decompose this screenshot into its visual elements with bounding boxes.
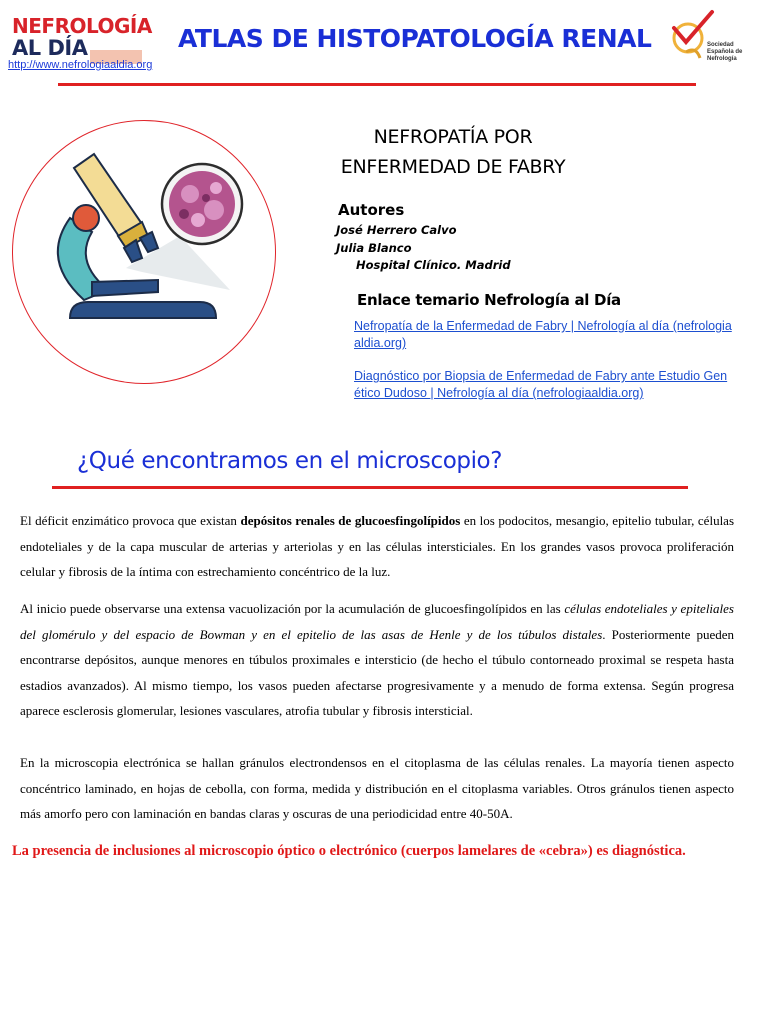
paragraph-vacuolization: Al inicio puede observarse una extensa vacuolización por la acumulación de glucoesfingolípidos en las células endoteliales y epiteliales del glomérulo y del espacio de Bowman y en el epitelio de las asas de Henle y de los túbulos distales. Posteriormente pueden encontrarse depósitos, aunque menores en túbulos proximales e intersticio (de hecho el túbulo contorneado proximal se respeta hasta estadios avanzados). Al mismo tiempo, los vasos pueden afectarse progresivamente y a menudo de forma extensa. Según progresa aparece esclerosis glomerular, lesiones vasculares, atrofia tubular y fibrosis intersticial. [20, 601, 735, 718]
site-url-link[interactable]: http://www.nefrologiaaldia.org [8, 59, 153, 71]
author-name: José Herrero Calvo [336, 223, 457, 237]
sen-logo-text: Sociedad Española de Nefrología [707, 42, 743, 62]
logo-text-line1: NEFROLOGÍA [12, 14, 152, 38]
related-link-fabry-nephropathy[interactable]: Nefropatía de la Enfermedad de Fabry | Nefrología al día (nefrologiaaldia.org) [354, 319, 732, 350]
related-link-fabry-biopsy[interactable]: Diagnóstico por Biopsia de Enfermedad de Fabry ante Estudio Genético Dudoso | Nefrología al día (nefrologiaaldia.org) [354, 369, 728, 400]
section-divider [52, 486, 688, 489]
author-institution: Hospital Clínico. Madrid [356, 258, 511, 272]
authors-heading: Autores [338, 201, 405, 219]
article-title: NEFROPATÍA POR ENFERMEDAD DE FABRY [340, 126, 566, 178]
paragraph-electron-microscopy: En la microscopia electrónica se hallan gránulos electrondensos en el citoplasma de las células renales. La mayoría tienen aspecto concéntrico laminado, en hojas de cebolla, con forma, medida y distribución en el citoplasma variables. Otros gránulos tienen aspecto más amorfo pero con laminación en bandas claras y oscuras de una periodicidad entre 40-50A. [20, 755, 734, 821]
author-name: Julia Blanco [336, 241, 412, 255]
logo-text-line2: AL DÍA [12, 36, 88, 60]
microscope-icon [30, 140, 270, 360]
nefrologia-logo [12, 14, 152, 60]
paragraph-deficit: El déficit enzimático provoca que existan depósitos renales de glucoesfingolípidos en los podocitos, mesangio, epitelio tubular, células endoteliales y de la capa muscular de arterias y arteriolas y en las células intersticiales. En los grandes vasos provoca proliferación celular y fibrosis de la íntima con estrechamiento concéntrico de la luz. [20, 513, 735, 579]
page-title: ATLAS DE HISTOPATOLOGÍA RENAL [178, 24, 652, 53]
header-divider [58, 83, 696, 86]
section-heading: ¿Qué encontramos en el microscopio? [77, 448, 503, 474]
diagnostic-note: La presencia de inclusiones al microscopio óptico o electrónico (cuerpos lamelares de «cebra») es diagnóstica. [12, 843, 686, 859]
links-heading: Enlace temario Nefrología al Día [357, 291, 621, 309]
